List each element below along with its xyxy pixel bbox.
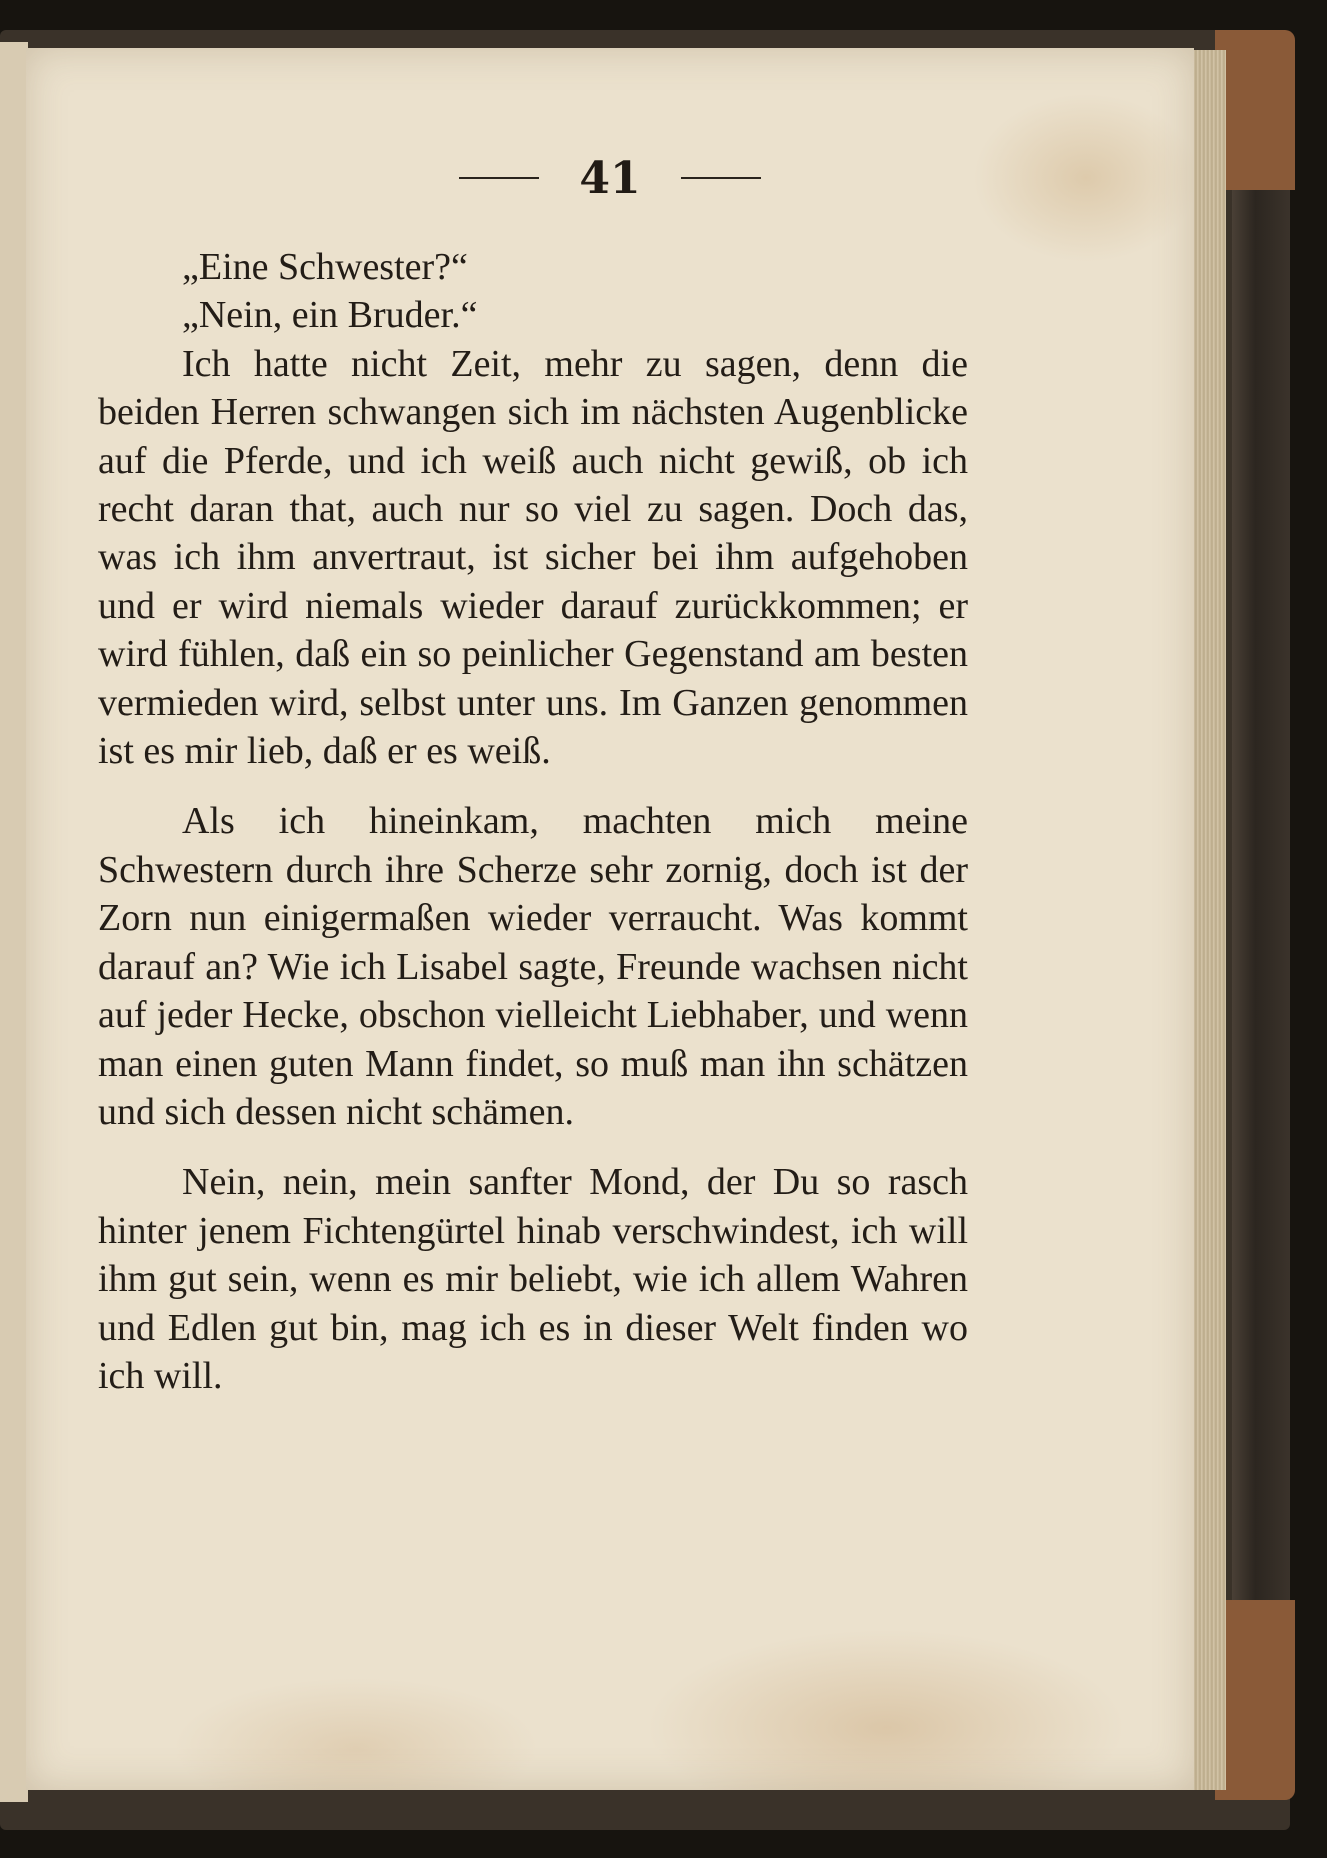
page-header [26, 143, 1194, 213]
leather-corner-bottom [1215, 1600, 1295, 1800]
facing-page-edge [0, 42, 28, 1802]
dialogue-line-2: „Nein, ein Bruder.“ [182, 294, 478, 337]
header-rule-right [681, 177, 761, 179]
page-number: 41 [579, 152, 641, 204]
leather-corner-top [1215, 30, 1295, 190]
header-rule-left [459, 177, 539, 179]
book-spine-edge [1232, 40, 1290, 1780]
paragraph-1: Ich hatte nicht Zeit, mehr zu sagen, denn die beiden Herren schwangen sich im nächsten Augenblicke auf die Pferde, und ich weiß auch nicht gewiß, ob ich recht daran that, auch nur so viel zu sagen. Doch das, was ich ihm anvertraut, ist sicher bei ihm aufgehoben und er wird niemals wieder darauf zurückkommen; er wird fühlen, daß ein so peinlicher Gegenstand am besten vermieden wird, selbst unter uns. Im Ganzen genommen ist es mir lieb, daß er es weiß. [98, 342, 968, 773]
paragraph-3: Nein, nein, mein sanfter Mond, der Du so rasch hinter jenem Fichtengürtel hinab verschwindest, ich will ihm gut sein, wenn es mir beliebt, wie ich allem Wahren und Edlen gut bin, mag ich es in dieser Welt finden wo ich will. [98, 1161, 968, 1397]
body-text [98, 243, 968, 1400]
book-page [26, 48, 1194, 1790]
page-edges [1190, 50, 1226, 1790]
paragraph-2: Als ich hineinkam, machten mich meine Schwestern durch ihre Scherze sehr zornig, doch ist der Zorn nun einigermaßen wieder verraucht. Was kommt darauf an? Wie ich Lisabel sagte, Freunde wachsen nicht auf jeder Hecke, obschon vielleicht Liebhaber, und wenn man einen guten Mann findet, so muß man ihn schätzen und sich dessen nicht schämen. [98, 800, 968, 1133]
dialogue-line-1: „Eine Schwester?“ [182, 246, 468, 288]
